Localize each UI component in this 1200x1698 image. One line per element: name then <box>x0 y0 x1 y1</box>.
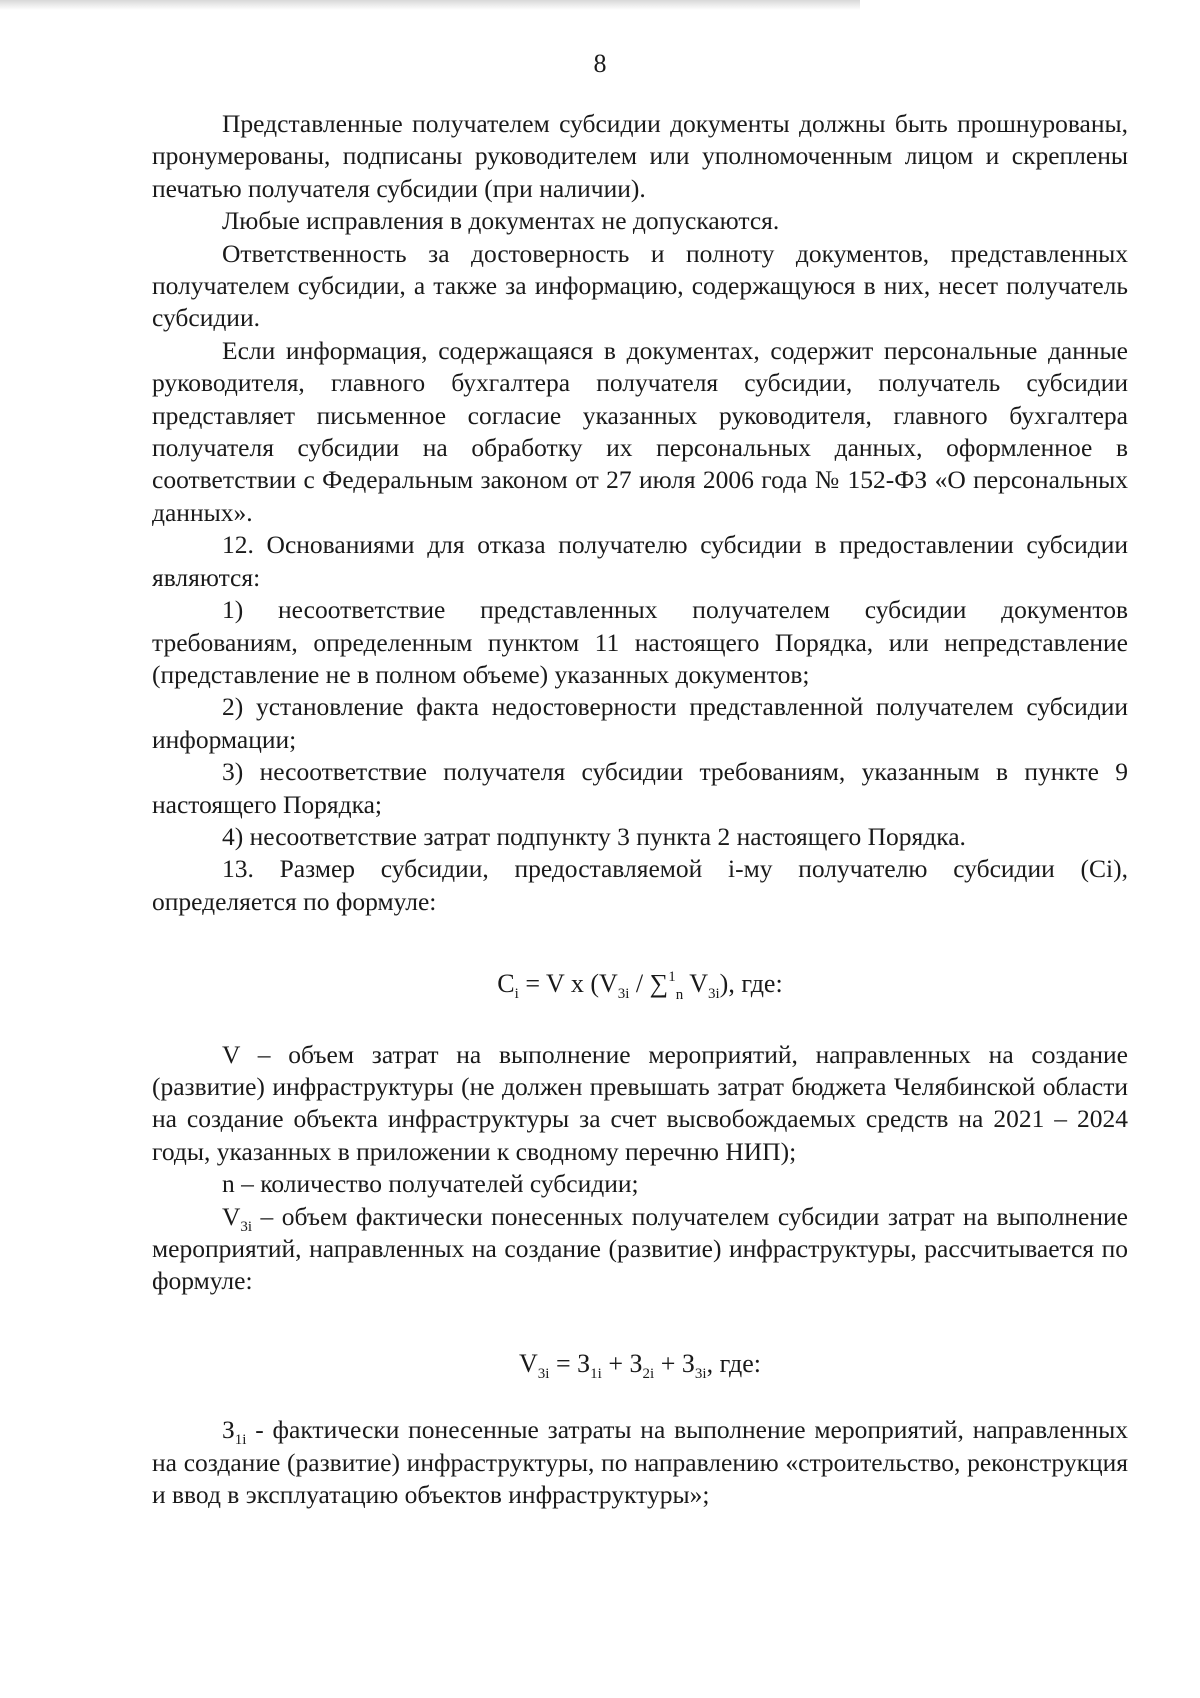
page-number: 8 <box>593 49 607 78</box>
scan-edge <box>0 0 860 10</box>
list-item-12-2: 2) установление факта недостоверности представленной получателем субсидии информации; <box>152 692 1128 754</box>
paragraph-personal-data: Если информация, содержащаяся в документах, содержит персональные данные руководителя, главного бухгалтера получателя субсидии, получатель субсидии представляет письменное согласие указанных руководителя, главного бухгалтера получателя субсидии на обработку их персональных данных, оформленное в соответствии с Федеральным законом от 27 июля 2006 года № 152-ФЗ «О персональных данных». <box>152 335 1128 527</box>
paragraph-responsibility: Ответственность за достоверность и полноту документов, представленных получателем субсидии, а также за информацию, содержащуюся в них, несет получатель субсидии. <box>152 238 1128 333</box>
definition-v3i: $V_{3i}$ – объем фактически понесенных получателем субсидии затрат на выполнение мероприятий, направленных на создание (развитие) инфраструктуры, рассчитывается по формуле: <box>152 1201 1128 1296</box>
paragraph-documents-binding: Представленные получателем субсидии документы должны быть прошнурованы, пронумерованы, подписаны руководителем или уполномоченным лицом и скреплены печатью получателя субсидии (при наличии). <box>152 109 1128 203</box>
document-body <box>152 108 1128 1511</box>
formula-v3i: $V_{3i} = З_{1i} + З_{2i} + З_{3i}$, где: <box>519 1348 761 1382</box>
list-item-12-3: 3) несоответствие получателя субсидии требованиям, указанным в пункте 9 настоящего Порядка; <box>152 757 1128 819</box>
paragraph-no-corrections: Любые исправления в документах не допускаются. <box>222 206 780 236</box>
definition-z1i: $З_{1i}$ - фактически понесенные затраты на выполнение мероприятий, направленных на создание (развитие) инфраструктуры, по направлению «строительство, реконструкция и ввод в эксплуатацию объектов инфраструктуры»; <box>152 1415 1128 1510</box>
list-item-12-1: 1) несоответствие представленных получателем субсидии документов требованиям, определенным пунктом 11 настоящего Порядка, или непредставление (представление не в полном объеме) указанных документов; <box>152 595 1128 689</box>
formula-subsidy-size: $C_i = V$ x ($V_{3i} / \sum^1_n$ $V_{3i}$), где: <box>497 969 783 1004</box>
paragraph-item-13: 13. Размер субсидии, предоставляемой i-му получателю субсидии (Ci), определяется по формуле: <box>152 854 1128 916</box>
definition-n: n – количество получателей субсидии; <box>222 1169 639 1199</box>
paragraph-item-12: 12. Основаниями для отказа получателю субсидии в предоставлении субсидии являются: <box>152 530 1128 592</box>
definition-v: V – объем затрат на выполнение мероприятий, направленных на создание (развитие) инфраструктуры (не должен превышать затрат бюджета Челябинской области на создание объекта инфраструктуры за счет высвобождаемых средств на 2021 – 2024 годы, указанных в приложении к сводному перечню НИП); <box>152 1039 1128 1166</box>
list-item-12-4: 4) несоответствие затрат подпункту 3 пункта 2 настоящего Порядка. <box>222 821 966 851</box>
